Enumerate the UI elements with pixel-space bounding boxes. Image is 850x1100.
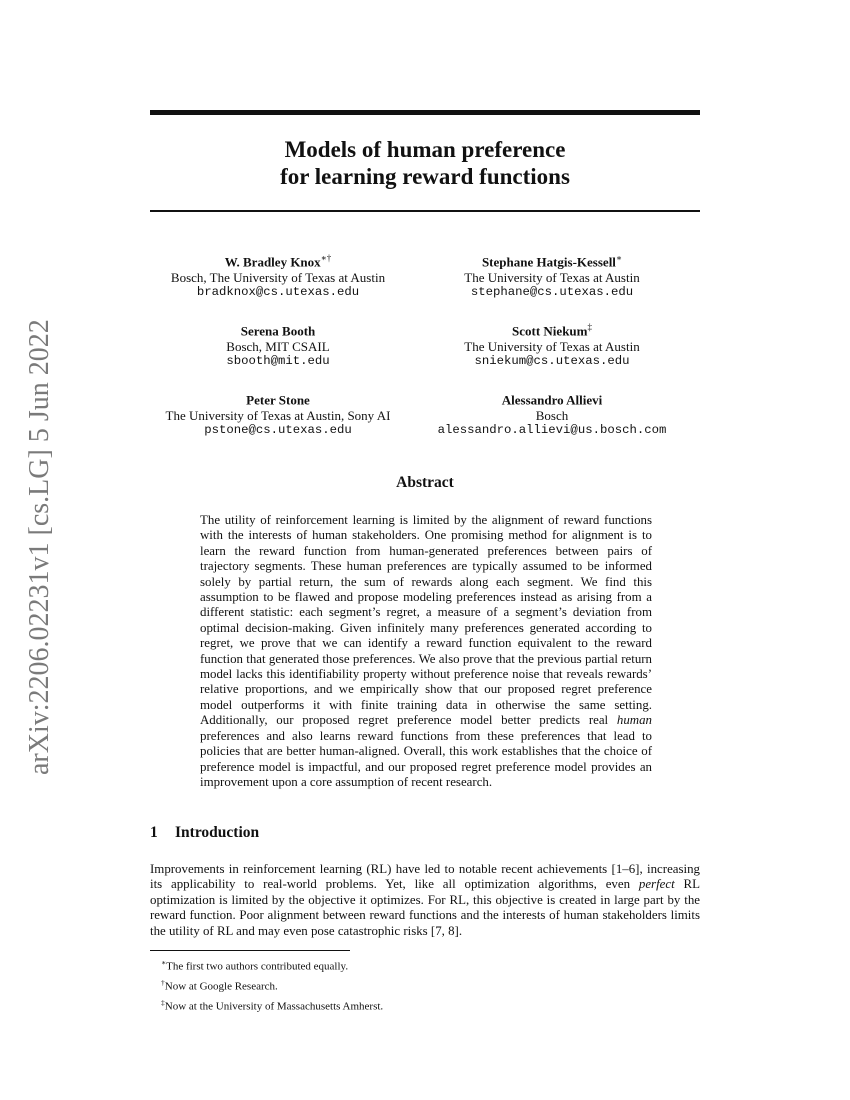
abstract-text-part-1: The utility of reinforcement learning is limited by the alignment of reward functions with the interests of human stakeholders. One promising method for alignment is to learn the reward function from human-generated preferences between pairs of trajectory segments. These human preferences are typically assumed to be informed solely by partial return, the sum of rewards along each segment. We find this assumption to be flawed and propose modeling preferences instead as arising from a different statistic: each segment’s regret, a measure of a segment’s deviation from optimal decision-making. Given infinitely many preferences generated according to regret, we prove that we can identify a reward function equivalent to the reward function that generated those preferences. We also prove that the previous partial return model lacks this identifiability property without preference noise that reveals rewards’ relative proportions, and we empirically show that our proposed regret preference model outperforms it with finite training data in otherwise the same setting. Additionally, our proposed regret preference model better predicts real [200, 513, 652, 728]
author-email[interactable]: pstone@cs.utexas.edu [204, 423, 352, 438]
intro-text-part-1: Improvements in reinforcement learning (RL) have led to notable recent achievements [1–6], increasing its applicability to real-world problems. Yet, like all optimization algorithms, even [150, 862, 700, 892]
title-line-2: for learning reward functions [280, 164, 570, 189]
author-name: Scott Niekum [512, 323, 588, 339]
footnote-text: The first two authors contributed equally. [166, 960, 349, 973]
intro-text-part-2: RL optimization is limited by the objective it optimizes. For RL, this objective is created in large part by the reward function. Poor alignment between reward functions and the interests of human stakeholders limits the utility of RL and may even pose catastrophic risks [7, 8]. [150, 877, 700, 938]
author-email[interactable]: sniekum@cs.utexas.edu [474, 354, 630, 369]
arxiv-stamp: arXiv:2206.02231v1 [cs.LG] 5 Jun 2022 [24, 319, 55, 775]
author-affiliation: The University of Texas at Austin [464, 338, 640, 354]
author-name: Alessandro Allievi [501, 392, 603, 408]
author-affiliation: Bosch, The University of Texas at Austin [170, 269, 386, 285]
author-block [402, 320, 702, 370]
author-block [128, 320, 428, 370]
title-rule-bottom [150, 210, 700, 212]
author-block [402, 389, 702, 439]
author-block [128, 251, 428, 301]
footnotes [161, 955, 383, 1015]
author-email[interactable]: sbooth@mit.edu [226, 354, 330, 369]
author-affiliation: Bosch [535, 407, 569, 423]
paper-title [150, 136, 700, 190]
author-email[interactable]: stephane@cs.utexas.edu [470, 285, 634, 300]
author-affiliation: The University of Texas at Austin [464, 269, 640, 285]
footnote [161, 975, 383, 995]
footnote [161, 995, 383, 1015]
footnote-mark: ‡ [161, 998, 165, 1008]
footnote-text: Now at the University of Massachusetts Amherst. [164, 1000, 384, 1013]
title-rule-top [150, 110, 700, 115]
section-heading-introduction [150, 824, 259, 842]
abstract-text [200, 513, 652, 790]
author-block [402, 251, 702, 301]
introduction-text [150, 862, 700, 939]
footnote-rule [150, 950, 350, 951]
author-affiliation: The University of Texas at Austin, Sony AI [165, 407, 391, 423]
author-name: Stephane Hatgis-Kessell [481, 254, 616, 270]
author-affiliation: Bosch, MIT CSAIL [226, 338, 330, 354]
abstract-text-part-2: preferences and also learns reward functions from these preferences that lead to policies that are better human-aligned. Overall, this work establishes that the choice of preference model is impactful, and our proposed regret preference model provides an improvement upon a core assumption of recent research. [200, 728, 652, 789]
author-name: Peter Stone [246, 392, 310, 408]
title-line-1: Models of human preference [284, 137, 566, 162]
author-name: Serena Booth [240, 323, 316, 339]
author-mark: ‡ [587, 322, 592, 332]
author-email[interactable]: bradknox@cs.utexas.edu [196, 285, 360, 300]
section-number: 1 [150, 824, 158, 841]
footnote-mark: ∗ [161, 958, 167, 967]
footnote-text: Now at Google Research. [164, 980, 278, 993]
author-block [128, 389, 428, 439]
author-mark: ∗ [615, 253, 623, 263]
footnote [161, 955, 383, 975]
section-title: Introduction [175, 824, 260, 841]
abstract-heading: Abstract [396, 474, 454, 491]
author-mark: ∗† [320, 253, 332, 263]
intro-italic-word: perfect [638, 877, 675, 892]
abstract-italic-word: human [616, 713, 652, 728]
footnote-mark: † [161, 978, 165, 988]
author-email[interactable]: alessandro.allievi@us.bosch.com [437, 423, 667, 438]
author-name: W. Bradley Knox [224, 254, 321, 270]
